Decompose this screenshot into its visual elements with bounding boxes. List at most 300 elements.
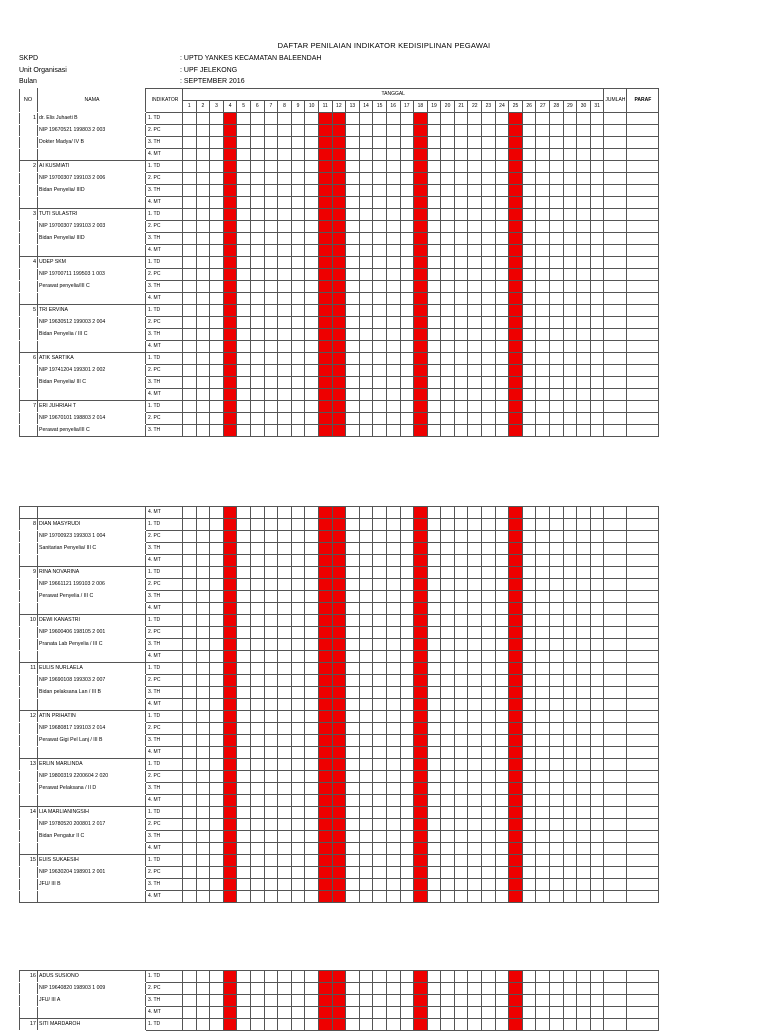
row-indicator: 3. TH	[146, 831, 183, 843]
day-cell	[332, 365, 346, 377]
day-cell	[468, 983, 482, 995]
header-day: 30	[577, 101, 591, 113]
row-no	[20, 531, 38, 543]
day-cell	[454, 269, 468, 281]
table-row	[20, 891, 659, 903]
day-cell	[359, 329, 373, 341]
row-indicator: 3. TH	[146, 137, 183, 149]
day-cell	[373, 675, 387, 687]
day-cell	[210, 855, 224, 867]
day-cell	[536, 531, 550, 543]
day-cell	[495, 783, 509, 795]
day-cell	[305, 651, 319, 663]
jumlah-cell	[604, 221, 627, 233]
day-cell	[482, 305, 496, 317]
row-no	[20, 1007, 38, 1019]
day-cell	[468, 269, 482, 281]
day-cell	[441, 377, 455, 389]
day-cell	[441, 591, 455, 603]
day-cell	[454, 675, 468, 687]
day-cell	[264, 615, 278, 627]
day-cell	[550, 185, 564, 197]
day-cell	[196, 125, 210, 137]
table-row	[20, 293, 659, 305]
day-cell	[563, 723, 577, 735]
day-cell	[250, 615, 264, 627]
jumlah-cell	[604, 819, 627, 831]
day-cell	[359, 1019, 373, 1031]
table-row	[20, 819, 659, 831]
day-cell	[183, 269, 197, 281]
day-cell	[373, 711, 387, 723]
day-cell	[427, 173, 441, 185]
day-cell	[278, 579, 292, 591]
day-cell	[495, 353, 509, 365]
day-cell	[250, 627, 264, 639]
day-cell	[495, 257, 509, 269]
paraf-cell	[627, 353, 659, 365]
paraf-cell	[627, 603, 659, 615]
day-cell	[318, 389, 332, 401]
day-cell	[373, 723, 387, 735]
day-cell	[441, 161, 455, 173]
day-cell	[223, 149, 237, 161]
jumlah-cell	[604, 531, 627, 543]
day-cell	[196, 687, 210, 699]
header-day: 6	[250, 101, 264, 113]
day-cell	[509, 855, 523, 867]
day-cell	[590, 425, 604, 437]
day-cell	[264, 149, 278, 161]
day-cell	[223, 819, 237, 831]
row-name	[38, 245, 146, 257]
row-name	[38, 795, 146, 807]
day-cell	[250, 209, 264, 221]
day-cell	[577, 627, 591, 639]
day-cell	[590, 807, 604, 819]
day-cell	[373, 149, 387, 161]
day-cell	[318, 615, 332, 627]
day-cell	[563, 281, 577, 293]
day-cell	[305, 365, 319, 377]
day-cell	[210, 639, 224, 651]
day-cell	[536, 413, 550, 425]
day-cell	[441, 795, 455, 807]
day-cell	[386, 995, 400, 1007]
day-cell	[400, 843, 414, 855]
day-cell	[414, 401, 428, 413]
table-row	[20, 245, 659, 257]
day-cell	[495, 983, 509, 995]
day-cell	[196, 843, 210, 855]
day-cell	[237, 663, 251, 675]
day-cell	[264, 995, 278, 1007]
row-no: 11	[20, 663, 38, 675]
paraf-cell	[627, 413, 659, 425]
day-cell	[495, 329, 509, 341]
table-row	[20, 197, 659, 209]
day-cell	[400, 113, 414, 125]
day-cell	[332, 603, 346, 615]
day-cell	[291, 137, 305, 149]
day-cell	[563, 173, 577, 185]
day-cell	[373, 771, 387, 783]
paraf-cell	[627, 879, 659, 891]
day-cell	[373, 983, 387, 995]
day-cell	[291, 711, 305, 723]
day-cell	[454, 735, 468, 747]
day-cell	[305, 377, 319, 389]
day-cell	[223, 699, 237, 711]
day-cell	[318, 137, 332, 149]
row-name: NIP 19680817 199103 2 014	[38, 723, 146, 735]
day-cell	[509, 567, 523, 579]
row-no	[20, 281, 38, 293]
day-cell	[482, 687, 496, 699]
day-cell	[318, 555, 332, 567]
day-cell	[563, 377, 577, 389]
day-cell	[522, 113, 536, 125]
day-cell	[522, 149, 536, 161]
table-row	[20, 675, 659, 687]
day-cell	[509, 971, 523, 983]
jumlah-cell	[604, 759, 627, 771]
day-cell	[427, 807, 441, 819]
day-cell	[522, 353, 536, 365]
day-cell	[237, 425, 251, 437]
day-cell	[264, 591, 278, 603]
day-cell	[590, 1019, 604, 1031]
row-name: Perawat Gigi Pel Lanj / III B	[38, 735, 146, 747]
row-no	[20, 771, 38, 783]
day-cell	[590, 161, 604, 173]
day-cell	[495, 603, 509, 615]
day-cell	[522, 221, 536, 233]
day-cell	[495, 113, 509, 125]
day-cell	[305, 221, 319, 233]
table-row	[20, 615, 659, 627]
day-cell	[468, 735, 482, 747]
day-cell	[332, 257, 346, 269]
day-cell	[332, 353, 346, 365]
day-cell	[427, 663, 441, 675]
header-day: 31	[590, 101, 604, 113]
day-cell	[359, 185, 373, 197]
day-cell	[386, 831, 400, 843]
day-cell	[332, 293, 346, 305]
day-cell	[250, 995, 264, 1007]
day-cell	[210, 651, 224, 663]
day-cell	[183, 855, 197, 867]
row-no	[20, 293, 38, 305]
day-cell	[264, 305, 278, 317]
day-cell	[210, 233, 224, 245]
day-cell	[278, 771, 292, 783]
paraf-cell	[627, 639, 659, 651]
day-cell	[509, 995, 523, 1007]
day-cell	[291, 149, 305, 161]
day-cell	[250, 735, 264, 747]
day-cell	[522, 425, 536, 437]
day-cell	[536, 341, 550, 353]
day-cell	[400, 507, 414, 519]
table-row	[20, 687, 659, 699]
day-cell	[210, 161, 224, 173]
day-cell	[318, 723, 332, 735]
day-cell	[196, 603, 210, 615]
day-cell	[536, 627, 550, 639]
row-name: NIP 19700923 199303 1 004	[38, 531, 146, 543]
day-cell	[291, 567, 305, 579]
day-cell	[386, 759, 400, 771]
day-cell	[346, 365, 360, 377]
day-cell	[482, 843, 496, 855]
day-cell	[577, 699, 591, 711]
day-cell	[495, 795, 509, 807]
day-cell	[441, 711, 455, 723]
day-cell	[196, 891, 210, 903]
day-cell	[305, 149, 319, 161]
day-cell	[414, 233, 428, 245]
day-cell	[210, 209, 224, 221]
day-cell	[577, 353, 591, 365]
day-cell	[563, 149, 577, 161]
table-row	[20, 543, 659, 555]
day-cell	[346, 137, 360, 149]
day-cell	[386, 687, 400, 699]
day-cell	[441, 197, 455, 209]
day-cell	[373, 245, 387, 257]
table-row	[20, 317, 659, 329]
day-cell	[509, 329, 523, 341]
day-cell	[468, 149, 482, 161]
day-cell	[550, 711, 564, 723]
day-cell	[550, 507, 564, 519]
row-no	[20, 879, 38, 891]
row-indicator: 4. MT	[146, 603, 183, 615]
row-no: 10	[20, 615, 38, 627]
day-cell	[305, 795, 319, 807]
day-cell	[427, 771, 441, 783]
day-cell	[237, 603, 251, 615]
day-cell	[441, 401, 455, 413]
row-indicator: 4. MT	[146, 555, 183, 567]
day-cell	[563, 257, 577, 269]
day-cell	[509, 221, 523, 233]
day-cell	[536, 771, 550, 783]
day-cell	[400, 891, 414, 903]
table-page-2	[19, 506, 659, 903]
jumlah-cell	[604, 1019, 627, 1031]
day-cell	[291, 125, 305, 137]
day-cell	[305, 329, 319, 341]
day-cell	[400, 149, 414, 161]
day-cell	[250, 831, 264, 843]
day-cell	[400, 831, 414, 843]
day-cell	[482, 615, 496, 627]
day-cell	[318, 819, 332, 831]
day-cell	[577, 389, 591, 401]
day-cell	[318, 245, 332, 257]
day-cell	[454, 711, 468, 723]
day-cell	[359, 735, 373, 747]
day-cell	[468, 879, 482, 891]
day-cell	[346, 723, 360, 735]
day-cell	[495, 723, 509, 735]
day-cell	[509, 365, 523, 377]
day-cell	[522, 209, 536, 221]
day-cell	[278, 971, 292, 983]
day-cell	[264, 1007, 278, 1019]
day-cell	[468, 747, 482, 759]
paraf-cell	[627, 1019, 659, 1031]
day-cell	[468, 971, 482, 983]
day-cell	[183, 555, 197, 567]
day-cell	[386, 783, 400, 795]
day-cell	[250, 603, 264, 615]
day-cell	[427, 567, 441, 579]
day-cell	[441, 353, 455, 365]
table-row	[20, 555, 659, 567]
day-cell	[346, 579, 360, 591]
day-cell	[590, 507, 604, 519]
day-cell	[522, 389, 536, 401]
day-cell	[400, 425, 414, 437]
day-cell	[482, 891, 496, 903]
table-row	[20, 663, 659, 675]
row-name: AI KUSMIATI	[38, 161, 146, 173]
day-cell	[536, 879, 550, 891]
row-no	[20, 125, 38, 137]
row-name: TRI ERVINA	[38, 305, 146, 317]
table-row	[20, 269, 659, 281]
day-cell	[223, 137, 237, 149]
day-cell	[522, 173, 536, 185]
day-cell	[210, 603, 224, 615]
day-cell	[291, 197, 305, 209]
day-cell	[318, 1019, 332, 1031]
day-cell	[590, 257, 604, 269]
table-row	[20, 567, 659, 579]
day-cell	[454, 603, 468, 615]
day-cell	[359, 317, 373, 329]
day-cell	[196, 983, 210, 995]
day-cell	[536, 221, 550, 233]
day-cell	[386, 519, 400, 531]
day-cell	[332, 221, 346, 233]
day-cell	[386, 891, 400, 903]
row-indicator: 2. PC	[146, 531, 183, 543]
day-cell	[509, 317, 523, 329]
day-cell	[318, 675, 332, 687]
row-indicator: 2. PC	[146, 819, 183, 831]
day-cell	[291, 759, 305, 771]
paraf-cell	[627, 747, 659, 759]
day-cell	[482, 867, 496, 879]
day-cell	[414, 723, 428, 735]
day-cell	[414, 603, 428, 615]
day-cell	[468, 543, 482, 555]
day-cell	[536, 819, 550, 831]
day-cell	[183, 401, 197, 413]
day-cell	[318, 209, 332, 221]
day-cell	[250, 531, 264, 543]
row-indicator: 3. TH	[146, 425, 183, 437]
day-cell	[400, 995, 414, 1007]
day-cell	[318, 879, 332, 891]
day-cell	[577, 233, 591, 245]
day-cell	[359, 795, 373, 807]
day-cell	[359, 543, 373, 555]
paraf-cell	[627, 651, 659, 663]
day-cell	[454, 591, 468, 603]
day-cell	[386, 627, 400, 639]
row-name: Sanitarian Penyelia/ III C	[38, 543, 146, 555]
day-cell	[305, 627, 319, 639]
day-cell	[427, 855, 441, 867]
day-cell	[318, 365, 332, 377]
table-row	[20, 831, 659, 843]
day-cell	[359, 507, 373, 519]
day-cell	[237, 995, 251, 1007]
day-cell	[400, 317, 414, 329]
day-cell	[454, 651, 468, 663]
day-cell	[237, 651, 251, 663]
row-name	[38, 149, 146, 161]
day-cell	[346, 197, 360, 209]
day-cell	[427, 113, 441, 125]
day-cell	[427, 983, 441, 995]
day-cell	[237, 627, 251, 639]
day-cell	[427, 675, 441, 687]
day-cell	[318, 735, 332, 747]
day-cell	[386, 233, 400, 245]
day-cell	[577, 663, 591, 675]
day-cell	[386, 1007, 400, 1019]
day-cell	[291, 173, 305, 185]
row-no	[20, 795, 38, 807]
day-cell	[264, 783, 278, 795]
row-no	[20, 995, 38, 1007]
day-cell	[522, 341, 536, 353]
day-cell	[400, 783, 414, 795]
day-cell	[536, 983, 550, 995]
day-cell	[196, 209, 210, 221]
day-cell	[590, 293, 604, 305]
row-no	[20, 317, 38, 329]
table-row	[20, 627, 659, 639]
row-name	[38, 507, 146, 519]
paraf-cell	[627, 329, 659, 341]
row-name: Perawat Penyelia / III C	[38, 591, 146, 603]
day-cell	[414, 879, 428, 891]
day-cell	[454, 783, 468, 795]
day-cell	[414, 389, 428, 401]
day-cell	[536, 269, 550, 281]
day-cell	[400, 173, 414, 185]
day-cell	[359, 879, 373, 891]
day-cell	[359, 639, 373, 651]
day-cell	[305, 353, 319, 365]
row-indicator: 1. TD	[146, 663, 183, 675]
day-cell	[441, 317, 455, 329]
day-cell	[291, 663, 305, 675]
day-cell	[427, 723, 441, 735]
day-cell	[318, 401, 332, 413]
day-cell	[522, 245, 536, 257]
header-jumlah: JUMLAH	[604, 89, 627, 113]
day-cell	[495, 543, 509, 555]
